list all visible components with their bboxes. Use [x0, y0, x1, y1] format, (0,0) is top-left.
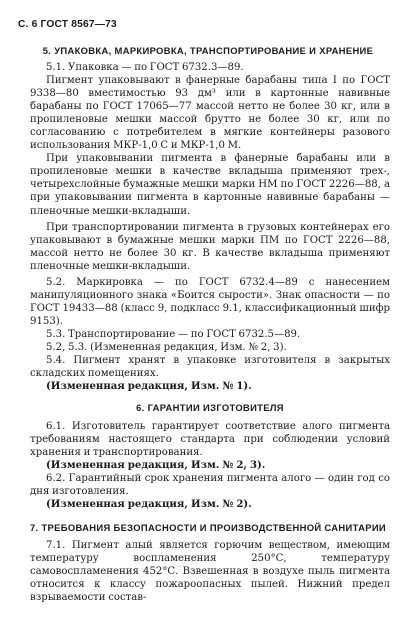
- section-6-title: 6. ГАРАНТИИ ИЗГОТОВИТЕЛЯ: [136, 402, 284, 414]
- paragraph-5-1: 5.1. Упаковка — по ГОСТ 6732.3—89.: [46, 62, 244, 73]
- amendment-5-2-5-3: 5.2, 5.3. (Измененная редакция, Изм. № 2, 3).: [46, 341, 287, 353]
- section-5-title: 5. УПАКОВКА, МАРКИРОВКА, ТРАНСПОРТИРОВАНИЕ И ХРАНЕНИЕ: [42, 45, 374, 56]
- paragraph-5-4: 5.4. Пигмент хранят в упаковке изготовителя в закрытых складских помещениях.: [30, 355, 390, 380]
- paragraph-5-1-packing: Пигмент упаковывают в фанерные барабаны типа I по ГОСТ 9338—80 вместимостью 93 дм³ или в картонные навивные барабаны по ГОСТ 17065—77 массой нетто не более 30 кг, или в пропиленовые мешки массой брутто не более 30 кг, или по согласованию с потребителем в мягкие контейнеры разового использования МКР-1,0 С и МКР-1,0 М.: [30, 75, 390, 152]
- paragraph-5-1-liner: При упаковывании пигмента в фанерные барабаны или в пропиленовые мешки в качестве вкладыша применяют трех-, четырехслойные бумажные мешки марки НМ по ГОСТ 2226—88, а при упаковывании пигмента в картонные навивные барабаны — пленочные мешки-вкладыши.: [30, 153, 390, 217]
- paragraph-6-1: 6.1. Изготовитель гарантирует соответствие алого пигмента требованиям настоящего стандарта при соблюдении условий хранения и транспортирования.: [30, 421, 390, 459]
- amendment-6-1: (Измененная редакция, Изм. № 2, 3).: [46, 459, 266, 472]
- paragraph-5-2: 5.2. Маркировка — по ГОСТ 6732.4—89 с нанесением манипуляционного знака «Боится сырости». Знак опасности — по ГОСТ 19433—88 (класс 9, подкласс 9.1, классификационный шифр 9153).: [30, 276, 390, 327]
- amendment-6-2: (Измененная редакция, Изм. № 2).: [46, 498, 252, 511]
- paragraph-5-1-containers: При транспортировании пигмента в грузовых контейнерах его упаковывают в бумажные мешки марки ПМ по ГОСТ 2226—88, массой нетто не более 30 кг. В качестве вкладыша применяют пленочные мешки-вкладыши.: [30, 221, 390, 272]
- paragraph-5-3: 5.3. Транспортирование — по ГОСТ 6732.5—89.: [46, 328, 301, 340]
- section-7-title: 7. ТРЕБОВАНИЯ БЕЗОПАСНОСТИ И ПРОИЗВОДСТВЕННОЙ САНИТАРИИ: [29, 521, 387, 533]
- document-body: [30, 44, 390, 604]
- page-header: С. 6 ГОСТ 8567—73: [18, 19, 117, 30]
- paragraph-7-1: 7.1. Пигмент алый является горючим веществом, имеющим температуру воспламенения 250°С, температуру самовоспламенения 452°С. Взвешенная в воздухе пыль пигмента относится к классу пожароопасных пылей. Нижний предел взрываемости состав-: [30, 539, 390, 603]
- amendment-5-4: (Измененная редакция, Изм. № 1).: [46, 380, 252, 393]
- paragraph-6-2: 6.2. Гарантийный срок хранения пигмента алого — один год со дня изготовления.: [30, 473, 390, 498]
